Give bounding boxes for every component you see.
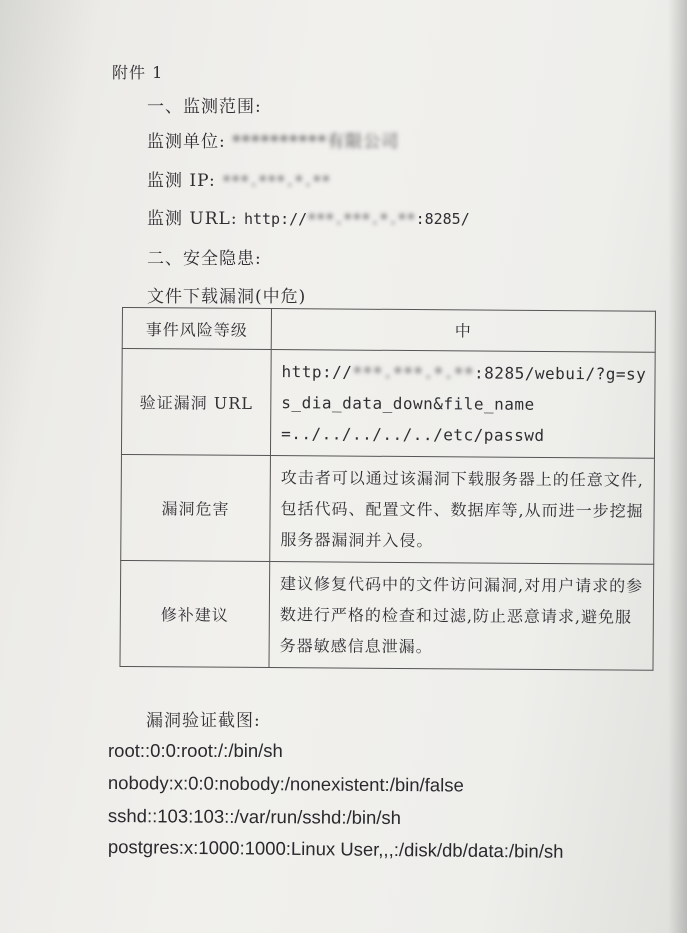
section2-heading: 二、安全隐患: [147, 249, 262, 269]
monitor-url-label: 监测 URL: [147, 209, 238, 229]
screenshot-label: 漏洞验证截图: [146, 711, 261, 731]
monitor-unit-label: 监测单位: [147, 132, 226, 152]
fix-suggestion-label: 修补建议 [120, 560, 270, 667]
table-row [120, 560, 654, 670]
monitor-ip-row [147, 166, 330, 191]
passwd-line: postgres:x:1000:1000:Linux User,,,:/disk/db/data:/bin/sh [107, 836, 564, 862]
fix-suggestion-value: 建议修复代码中的文件访问漏洞,对用户请求的参数进行严格的检查和过滤,防止恶意请求,避免服务器敏感信息泄漏。 [269, 562, 654, 671]
verify-url-value [270, 350, 655, 459]
table-row [121, 454, 655, 564]
verify-url-rest: :8285/webui/?g=sys_dia_data_down&file_name=../../../../../etc/passwd [281, 363, 647, 445]
monitor-unit-value: **********有限公司 [232, 132, 400, 152]
page-edge-shadow [668, 0, 687, 933]
monitor-url-suffix: :8285/ [415, 210, 470, 228]
monitor-unit-row [147, 127, 399, 152]
harm-label: 漏洞危害 [121, 454, 271, 561]
passwd-line: nobody:x:0:0:nobody:/nonexistent:/bin/false [107, 772, 464, 796]
passwd-line: sshd::103:103::/var/run/sshd:/bin/sh [107, 805, 402, 829]
risk-level-value: 中 [271, 309, 655, 353]
monitor-ip-value: ***.***.*.** [222, 172, 331, 190]
section1-heading: 一、监测范围: [147, 97, 262, 117]
table-row [121, 349, 655, 459]
attachment-label: 附件 1 [112, 63, 164, 82]
verify-url-label: 验证漏洞 URL [121, 349, 271, 456]
verify-url-host: ***.***.*.** [352, 362, 475, 383]
vuln-table [119, 307, 656, 671]
monitor-url-host: ***.***.*.** [307, 210, 416, 228]
table-row [122, 308, 655, 353]
monitor-url-row [147, 204, 470, 229]
monitor-ip-label: 监测 IP: [147, 171, 216, 191]
monitor-url-prefix: http:// [243, 210, 308, 228]
risk-level-label: 事件风险等级 [122, 308, 271, 350]
verify-url-prefix: http:// [281, 362, 353, 382]
harm-value: 攻击者可以通过该漏洞下载服务器上的任意文件,包括代码、配置文件、数据库等,从而进一步挖掘服务器漏洞并入侵。 [270, 456, 655, 565]
passwd-line: root::0:0:root:/:/bin/sh [108, 740, 283, 761]
vuln-title: 文件下载漏洞(中危) [147, 287, 307, 307]
